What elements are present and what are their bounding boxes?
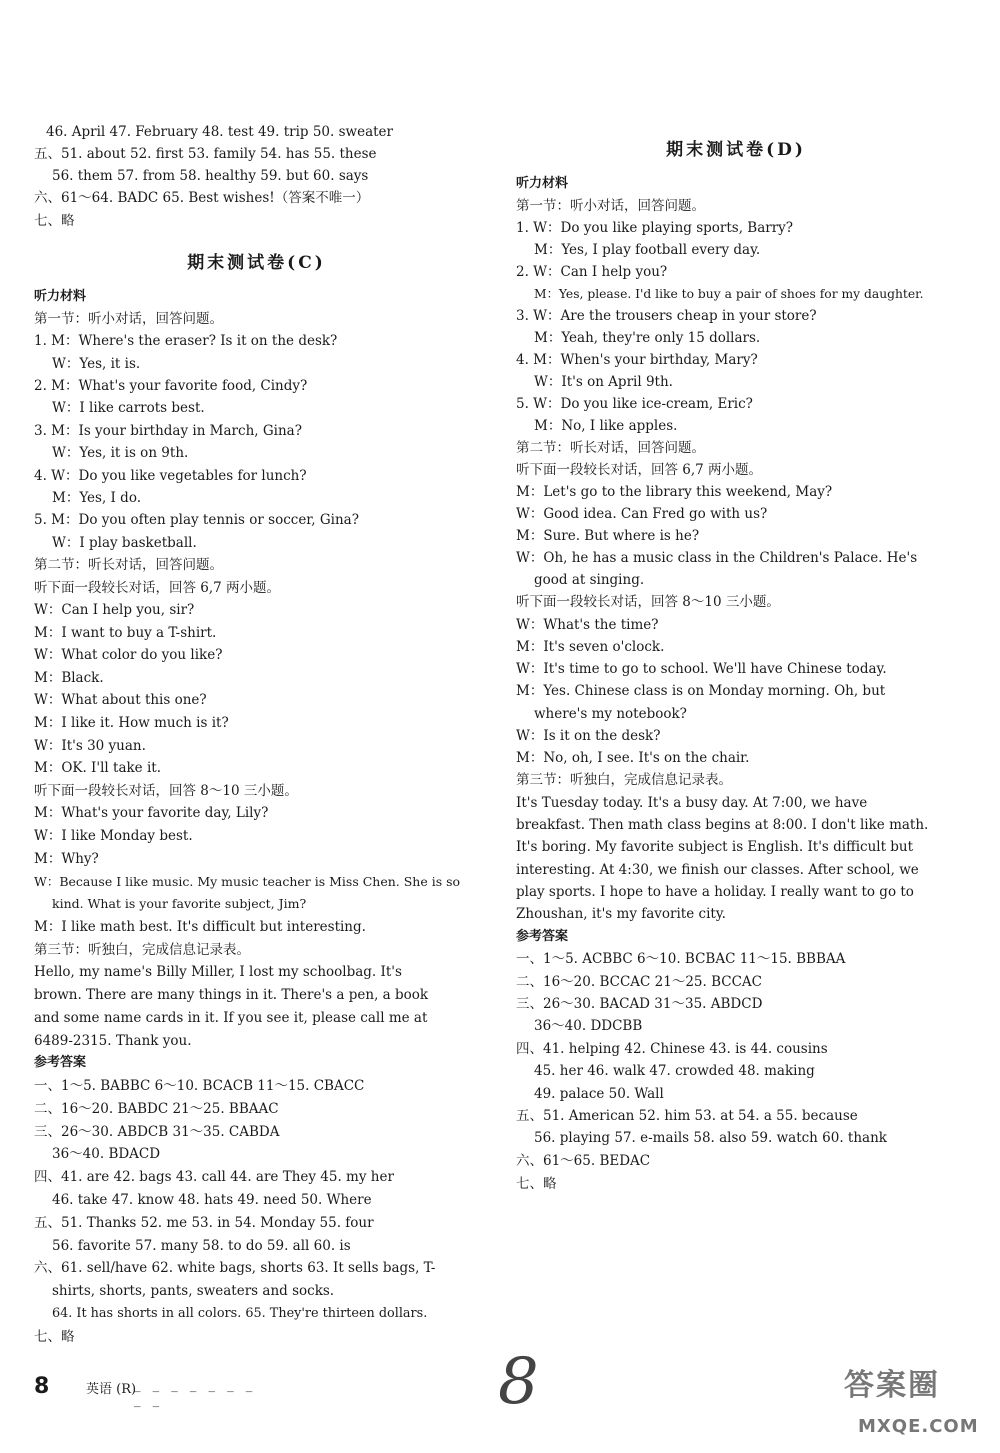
text-line: It's Tuesday today. It's a busy day. At 7:00, we have (516, 795, 868, 811)
section-header: 参考答案 (516, 929, 569, 944)
answer-line: shirts, shorts, pants, sweaters and socks. (52, 1283, 335, 1299)
section-header: 参考答案 (34, 1055, 87, 1070)
text-line: 1. W：Do you like playing sports, Barry? (516, 220, 794, 236)
text-line: 4. M：When's your birthday, Mary? (516, 352, 758, 368)
section-header: 听力材料 (34, 289, 87, 304)
answer-line: 56. them 57. from 58. healthy 59. but 60. says (52, 168, 369, 184)
text-line: M：No, I like apples. (534, 418, 678, 434)
text-line: W：I play basketball. (52, 535, 197, 551)
text-line: M：Black. (34, 670, 104, 686)
answer-line: 五、51. American 52. him 53. at 54. a 55. because (516, 1108, 858, 1124)
answer-line: 56. favorite 57. many 58. to do 59. all 60. is (52, 1238, 351, 1254)
answer-line: 六、61～65. BEDAC (516, 1153, 651, 1169)
answer-line: 七、略 (34, 1329, 75, 1345)
text-line: 6489-2315. Thank you. (34, 1033, 192, 1049)
text-line: 4. W：Do you like vegetables for lunch? (34, 468, 307, 484)
text-line: M：Yes, I do. (52, 490, 142, 506)
text-line: play sports. I hope to have a holiday. I really want to go to (516, 884, 914, 900)
text-line: breakfast. Then math class begins at 8:00. I don't like math. (516, 817, 929, 833)
text-line: M：Sure. But where is he? (516, 528, 700, 544)
text-line: 第二节：听长对话，回答问题。 (34, 557, 223, 573)
text-line: W：Good idea. Can Fred go with us? (516, 506, 768, 522)
answer-line: 四、41. are 42. bags 43. call 44. are They 45. my her (34, 1169, 394, 1185)
text-line: where's my notebook? (534, 706, 687, 722)
answer-line: 46. take 47. know 48. hats 49. need 50. Where (52, 1192, 372, 1208)
text-line: W：Is it on the desk? (516, 728, 661, 744)
text-line: W：Oh, he has a music class in the Children's Palace. He's (516, 550, 918, 566)
text-line: 听下面一段较长对话，回答 6,7 两小题。 (516, 462, 763, 478)
text-line: 听下面一段较长对话，回答 8～10 三小题。 (516, 594, 780, 610)
text-line: kind. What is your favorite subject, Jim? (52, 896, 307, 911)
section-title: 期末测试卷(D) (666, 140, 806, 160)
text-line: M：OK. I'll take it. (34, 760, 161, 776)
text-line: M：I want to buy a T-shirt. (34, 625, 217, 641)
text-line: brown. There are many things in it. There's a pen, a book (34, 987, 429, 1003)
answer-line: 六、61～64. BADC 65. Best wishes!（答案不唯一） (34, 190, 370, 206)
text-line: Zhoushan, it's my favorite city. (516, 906, 726, 922)
answer-line: 二、16～20. BABDC 21～25. BBAAC (34, 1101, 279, 1117)
answer-line: 五、51. Thanks 52. me 53. in 54. Monday 55. four (34, 1215, 374, 1231)
footer-rule: _ _ _ _ _ _ _ _ _ (134, 1378, 257, 1408)
text-line: W：Yes, it is. (52, 356, 141, 372)
text-line: 第一节：听小对话，回答问题。 (34, 311, 223, 327)
text-line: and some name cards in it. If you see it, please call me at (34, 1010, 428, 1026)
section-title: 期末测试卷(C) (187, 253, 326, 273)
text-line: 5. W：Do you like ice-cream, Eric? (516, 396, 753, 412)
text-line: 第二节：听长对话，回答问题。 (516, 440, 705, 456)
answer-line: 49. palace 50. Wall (534, 1086, 664, 1102)
text-line: W：I like carrots best. (52, 400, 205, 416)
text-line: M：Yes, I play football every day. (534, 242, 761, 258)
text-line: W：What color do you like? (34, 647, 223, 663)
text-line: 第三节：听独白，完成信息记录表。 (516, 772, 732, 788)
answer-line: 五、51. about 52. first 53. family 54. has 55. these (34, 146, 377, 162)
section-header: 听力材料 (516, 176, 569, 191)
text-line: It's boring. My favorite subject is English. It's difficult but (516, 839, 914, 855)
answer-line: 七、略 (34, 213, 75, 229)
answer-line: 三、26～30. ABDCB 31～35. CABDA (34, 1124, 280, 1140)
text-line: 听下面一段较长对话，回答 6,7 两小题。 (34, 580, 281, 596)
handwritten-page-mark: 8 (498, 1345, 539, 1419)
answer-line: 一、1～5. BABBC 6～10. BCACB 11～15. CBACC (34, 1078, 365, 1094)
text-line: good at singing. (534, 572, 645, 588)
watermark-url: MXQE.COM (858, 1416, 979, 1437)
answer-line: 36～40. BDACD (52, 1146, 161, 1162)
text-line: W：It's time to go to school. We'll have Chinese today. (516, 661, 887, 677)
text-line: M：No, oh, I see. It's on the chair. (516, 750, 750, 766)
text-line: W：Because I like music. My music teacher is Miss Chen. She is so (34, 874, 461, 889)
text-line: M：What's your favorite day, Lily? (34, 805, 269, 821)
text-line: M：I like it. How much is it? (34, 715, 229, 731)
text-line: W：It's on April 9th. (534, 374, 673, 390)
text-line: 3. W：Are the trousers cheap in your store? (516, 308, 817, 324)
text-line: M：It's seven o'clock. (516, 639, 665, 655)
text-line: 3. M：Is your birthday in March, Gina? (34, 423, 302, 439)
subject-label: 英语 (R) (86, 1382, 137, 1397)
text-line: M：Why? (34, 851, 99, 867)
text-line: W：Yes, it is on 9th. (52, 445, 189, 461)
watermark-logo (836, 1360, 996, 1448)
text-line: 第一节：听小对话，回答问题。 (516, 198, 705, 214)
text-line: interesting. At 4:30, we finish our classes. After school, we (516, 862, 919, 878)
text-line: M：Yeah, they're only 15 dollars. (534, 330, 761, 346)
answer-line: 56. playing 57. e-mails 58. also 59. watch 60. thank (534, 1130, 887, 1146)
text-line: M：Yes, please. I'd like to buy a pair of shoes for my daughter. (534, 287, 924, 301)
text-line: 1. M：Where's the eraser? Is it on the desk? (34, 333, 338, 349)
answer-line: 46. April 47. February 48. test 49. trip 50. sweater (46, 124, 393, 140)
text-line: Hello, my name's Billy Miller, I lost my schoolbag. It's (34, 964, 402, 980)
text-line: 听下面一段较长对话，回答 8～10 三小题。 (34, 783, 298, 799)
answer-line: 45. her 46. walk 47. crowded 48. making (534, 1063, 815, 1079)
text-line: M：Let's go to the library this weekend, May? (516, 484, 833, 500)
answer-line: 七、略 (516, 1176, 557, 1192)
text-line: W：What about this one? (34, 692, 207, 708)
answer-line: 36～40. DDCBB (534, 1018, 643, 1034)
answer-line: 四、41. helping 42. Chinese 43. is 44. cousins (516, 1041, 828, 1057)
text-line: 2. W：Can I help you? (516, 264, 668, 280)
answer-line: 三、26～30. BACAD 31～35. ABDCD (516, 996, 763, 1012)
page-footer (34, 1368, 274, 1408)
text-line: W：Can I help you, sir? (34, 602, 195, 618)
text-line: M：I like math best. It's difficult but interesting. (34, 919, 366, 935)
text-line: 第三节：听独白，完成信息记录表。 (34, 942, 250, 958)
page-number: 8 (34, 1374, 50, 1399)
text-line: W：I like Monday best. (34, 828, 193, 844)
answer-line: 一、1～5. ACBBC 6～10. BCBAC 11～15. BBBAA (516, 951, 846, 967)
answer-line: 64. It has shorts in all colors. 65. They're thirteen dollars. (52, 1306, 428, 1321)
watermark-title: 答案圈 (844, 1368, 940, 1403)
answer-line: 六、61. sell/have 62. white bags, shorts 63. It sells bags, T- (34, 1260, 436, 1276)
text-line: 5. M：Do you often play tennis or soccer, Gina? (34, 512, 359, 528)
text-line: 2. M：What's your favorite food, Cindy? (34, 378, 308, 394)
text-line: W：It's 30 yuan. (34, 738, 146, 754)
answer-line: 二、16～20. BCCAC 21～25. BCCAC (516, 974, 762, 990)
text-line: M：Yes. Chinese class is on Monday morning. Oh, but (516, 683, 886, 699)
text-line: W：What's the time? (516, 617, 659, 633)
